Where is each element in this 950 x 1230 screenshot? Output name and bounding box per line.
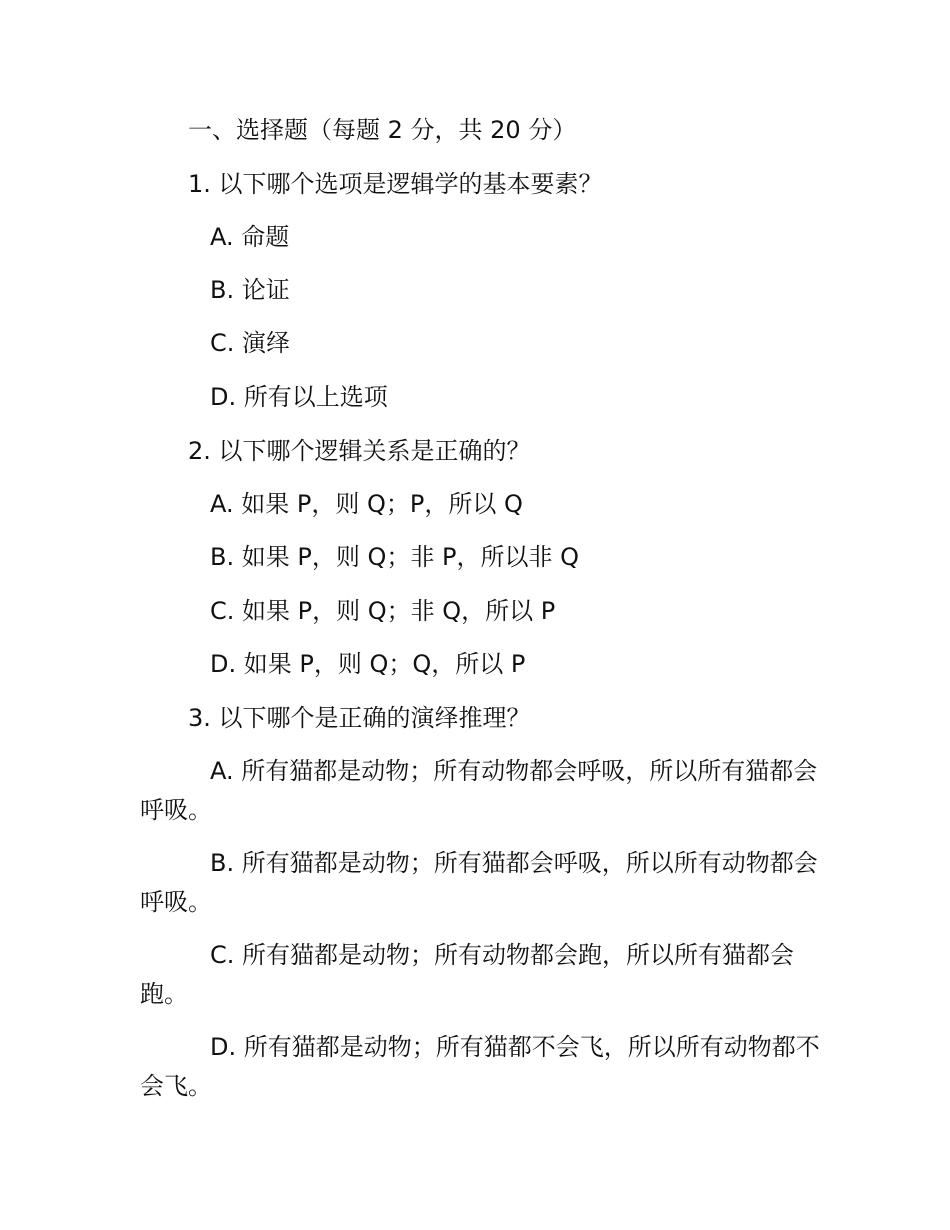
question-2-option-d: D. 如果 P，则 Q；Q，所以 P <box>210 650 526 678</box>
question-1-stem: 1. 以下哪个选项是逻辑学的基本要素？ <box>188 170 603 198</box>
question-3-stem: 3. 以下哪个是正确的演绎推理？ <box>188 704 531 732</box>
question-3-option-c: C. 所有猫都是动物；所有动物都会跑，所以所有猫都会跑。 <box>140 941 795 1008</box>
question-3-option-b: B. 所有猫都是动物；所有猫都会呼吸，所以所有动物都会呼吸。 <box>140 849 818 916</box>
question-1-option-b: B. 论证 <box>210 276 290 304</box>
question-1-option-d: D. 所有以上选项 <box>210 383 388 411</box>
question-1-option-a: A. 命题 <box>210 223 290 251</box>
section-title: 一、选择题（每题 2 分，共 20 分） <box>188 116 577 144</box>
question-2-stem: 2. 以下哪个逻辑关系是正确的？ <box>188 437 531 465</box>
question-3-option-a: A. 所有猫都是动物；所有动物都会呼吸，所以所有猫都会呼吸。 <box>140 757 818 824</box>
question-1-option-c: C. 演绎 <box>210 329 291 357</box>
question-2-option-b: B. 如果 P，则 Q；非 P，所以非 Q <box>210 543 579 571</box>
question-2-option-a: A. 如果 P，则 Q；P，所以 Q <box>210 490 523 518</box>
question-2-option-c: C. 如果 P，则 Q；非 Q，所以 P <box>210 597 556 625</box>
question-3-option-d: D. 所有猫都是动物；所有猫都不会飞，所以所有动物都不会飞。 <box>140 1033 820 1100</box>
